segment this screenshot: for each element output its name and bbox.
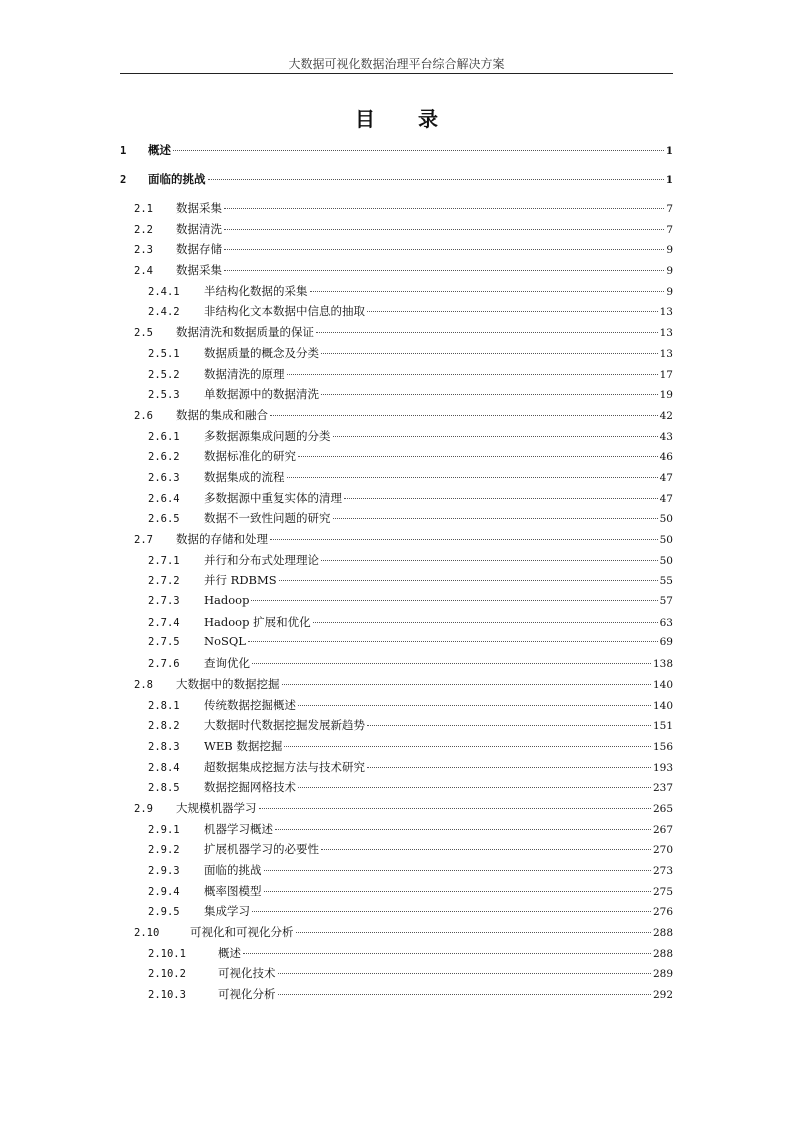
toc-entry[interactable] [120,841,673,862]
toc-dot-leader [298,456,658,457]
toc-entry-number: 2.9.4 [148,885,180,898]
toc-entry[interactable] [120,800,673,821]
toc-entry-title: NoSQL [204,634,246,649]
toc-dot-leader [321,353,658,354]
toc-entry-title: 面临的挑战 [204,863,262,877]
toc-entry[interactable] [120,490,673,511]
toc-entry-page: 265 [652,802,673,815]
toc-entry-title: Hadoop 扩展和优化 [204,614,311,629]
toc-entry-number: 2.1 [134,203,153,215]
toc-dot-leader [275,829,651,830]
toc-entry[interactable] [120,448,673,469]
toc-entry[interactable] [120,986,673,1007]
toc-entry-number: 2.9.1 [148,823,180,836]
toc-entry-number: 2.5.1 [148,347,180,360]
toc-entry-page: 9 [666,244,673,257]
toc-entry[interactable] [120,345,673,366]
toc-entry-page: 1 [665,174,673,186]
toc-entry-number: 2.8.1 [148,699,180,712]
toc-entry[interactable] [120,366,673,387]
toc-dot-leader [279,580,658,581]
toc-entry-number: 2.8.5 [148,782,180,795]
toc-entry-page: 7 [666,223,673,236]
toc-entry-title: 可视化和可视化分析 [190,925,294,940]
toc-entry-number: 2.10 [134,927,160,940]
toc-entry-title: 数据集成的流程 [204,469,285,484]
toc-entry[interactable] [120,759,673,780]
toc-entry-number: 2.9.2 [148,844,180,857]
toc-entry-title: 数据挖掘网格技术 [204,780,296,795]
toc-dot-leader [248,641,658,642]
toc-entry-number: 2.6.4 [148,492,180,505]
toc-entry[interactable] [120,469,673,490]
toc-entry-page: 1 [665,145,673,157]
toc-entry-page: 50 [659,534,673,546]
toc-dot-leader [270,539,658,540]
toc-dot-leader [264,870,651,871]
toc-entry[interactable] [120,965,673,986]
toc-entry-title: 数据清洗 [176,221,222,236]
toc-entry-title: 概率图模型 [204,883,262,898]
toc-entry-page: 292 [652,989,673,1002]
toc-entry-title: 集成学习 [204,904,250,919]
toc-dot-leader [321,849,651,850]
toc-entry-number: 2.8.4 [148,761,180,774]
toc-entry[interactable] [120,738,673,759]
toc-entry-page: 267 [652,823,673,836]
toc-dot-leader [287,477,658,478]
toc-entry-number: 2.7 [134,534,153,546]
toc-entry[interactable] [120,407,673,428]
toc-entry[interactable] [120,903,673,924]
toc-entry[interactable] [120,241,673,262]
toc-dot-leader [264,891,651,892]
toc-entry-title: 数据质量的概念及分类 [204,345,319,360]
toc-entry-title: 大数据中的数据挖掘 [176,676,280,691]
toc-entry-page: 275 [652,885,673,898]
toc-entry-title: 数据标准化的研究 [204,449,296,464]
toc-dot-leader [321,560,658,561]
toc-entry-number: 2.4 [134,265,153,278]
toc-entry-title: 概述 [218,945,241,960]
toc-entry-title: 数据采集 [176,263,222,278]
toc-entry[interactable] [120,428,673,449]
toc-entry-number: 2.6.1 [148,430,180,443]
toc-entry[interactable] [120,717,673,738]
toc-entry[interactable] [120,614,673,635]
toc-entry-page: 63 [659,616,673,629]
toc-dot-leader [224,208,664,209]
toc-entry-number: 2.10.2 [148,968,186,981]
toc-dot-leader [252,663,651,664]
toc-dot-leader [224,270,664,271]
toc-entry-number: 2.3 [134,244,153,257]
toc-dot-leader [243,953,651,954]
toc-entry-page: 47 [659,471,673,484]
toc-entry-number: 2 [120,174,127,186]
toc-entry-page: 140 [652,699,673,712]
toc-entry-page: 50 [659,513,673,526]
toc-entry[interactable] [120,862,673,883]
toc-dot-leader [333,518,658,519]
toc-entry-title: 机器学习概述 [204,821,273,836]
toc-entry-page: 140 [652,678,673,691]
toc-entry-title: 数据的集成和融合 [176,407,268,422]
running-header: 大数据可视化数据治理平台综合解决方案 [288,57,505,71]
toc-entry-number: 2.4.2 [148,306,180,319]
toc-dot-leader [259,808,651,809]
toc-entry-title: 数据存储 [176,242,222,257]
toc-dot-leader [224,249,664,250]
toc-dot-leader [278,973,651,974]
toc-entry-page: 13 [659,347,673,360]
toc-entry-page: 46 [659,451,673,464]
toc-entry-title: 大数据时代数据挖掘发展新趋势 [204,718,365,733]
toc-entry[interactable] [120,386,673,407]
toc-entry[interactable] [120,262,673,283]
toc-entry-page: 273 [652,865,673,877]
toc-entry-page: 69 [659,636,673,649]
toc-entry-title: 扩展机器学习的必要性 [204,842,319,857]
toc-entry[interactable] [120,142,673,171]
toc-entry-title: 数据采集 [176,201,222,215]
toc-entry-page: 7 [666,203,673,215]
toc-entry-number: 2.7.6 [148,658,180,671]
toc-entry-title: 多数据源集成问题的分类 [204,428,331,443]
toc-entry-number: 2.8 [134,678,153,691]
toc-entry-page: 289 [652,968,673,981]
toc-dot-leader [284,746,651,747]
toc-dot-leader [298,787,651,788]
toc-entry[interactable] [120,779,673,800]
toc-entry-page: 13 [659,327,673,340]
toc-entry-number: 2.5.3 [148,389,180,402]
toc-entry-page: 237 [652,782,673,795]
toc-entry-page: 288 [652,927,673,940]
toc-entry-number: 2.6.5 [148,513,180,526]
toc-entry-number: 2.4.1 [148,285,180,298]
toc-entry[interactable] [120,572,673,593]
toc-entry[interactable] [120,924,673,945]
toc-entry-title: 数据不一致性问题的研究 [204,511,331,526]
toc-entry-page: 193 [652,761,673,774]
toc-dot-leader [287,374,658,375]
toc-entry-title: 传统数据挖掘概述 [204,697,296,712]
header-divider [120,73,673,74]
toc-entry-page: 270 [652,844,673,857]
toc-dot-leader [270,415,658,416]
toc-dot-leader [344,498,658,499]
toc-entry-title: 可视化分析 [218,987,276,1002]
toc-entry[interactable] [120,303,673,324]
table-of-contents [120,142,673,1007]
toc-entry-number: 2.7.2 [148,575,180,588]
toc-entry-title: 非结构化文本数据中信息的抽取 [204,304,365,319]
toc-dot-leader [367,767,651,768]
toc-entry-number: 2.10.3 [148,989,186,1002]
toc-entry-title: 超数据集成挖掘方法与技术研究 [204,759,365,774]
toc-entry[interactable] [120,200,673,221]
toc-entry-title: 数据清洗和数据质量的保证 [176,325,314,340]
toc-entry-page: 156 [652,740,673,753]
toc-entry-title: 大规模机器学习 [176,800,257,815]
toc-entry-page: 276 [652,906,673,919]
toc-entry-title: 可视化技术 [218,966,276,981]
toc-entry-number: 2.7.3 [148,595,180,608]
toc-entry[interactable] [120,945,673,966]
toc-entry-page: 42 [659,409,673,422]
toc-entry[interactable] [120,883,673,904]
toc-entry-title: 面临的挑战 [148,172,206,186]
toc-entry-number: 2.10.1 [148,947,186,960]
toc-entry-page: 19 [659,389,673,402]
toc-entry-number: 2.7.4 [148,616,180,629]
toc-entry-page: 151 [652,720,673,733]
toc-dot-leader [224,229,664,230]
toc-entry-number: 2.6.3 [148,471,180,484]
toc-entry-title: 数据的存储和处理 [176,532,268,546]
toc-entry-title: 半结构化数据的采集 [204,283,308,298]
toc-entry-page: 9 [666,285,673,298]
toc-entry[interactable] [120,676,673,697]
toc-dot-leader [367,311,658,312]
toc-dot-leader [208,179,664,180]
toc-entry-number: 2.7.5 [148,636,180,649]
toc-dot-leader [321,394,658,395]
toc-entry-page: 9 [666,265,673,278]
toc-entry[interactable] [120,593,673,614]
toc-entry-title: 查询优化 [204,656,250,671]
toc-dot-leader [313,622,658,623]
toc-dot-leader [333,436,658,437]
toc-entry[interactable] [120,324,673,345]
toc-entry-page: 138 [652,658,673,671]
toc-entry[interactable] [120,510,673,531]
toc-dot-leader [278,994,651,995]
toc-entry[interactable] [120,697,673,718]
toc-title: 目 录 [355,107,456,131]
toc-entry-page: 57 [659,595,673,608]
toc-dot-leader [252,911,651,912]
toc-entry-number: 2.5 [134,327,153,340]
toc-entry[interactable] [120,283,673,304]
toc-entry-number: 2.9.5 [148,906,180,919]
toc-entry[interactable] [120,171,673,200]
toc-dot-leader [251,600,657,601]
toc-dot-leader [367,725,651,726]
toc-entry[interactable] [120,655,673,676]
toc-entry-page: 55 [659,575,673,588]
toc-dot-leader [173,150,664,151]
toc-entry-number: 2.2 [134,223,153,236]
toc-dot-leader [310,291,665,292]
toc-entry-number: 2.9.3 [148,865,180,877]
toc-entry-page: 47 [659,492,673,505]
toc-entry-number: 2.7.1 [148,554,180,567]
toc-entry-title: Hadoop [204,593,250,608]
toc-entry[interactable] [120,531,673,552]
toc-entry-number: 1 [120,145,127,157]
toc-entry-title: WEB 数据挖掘 [204,738,283,753]
toc-entry-page: 43 [659,430,673,443]
toc-entry-number: 2.8.3 [148,740,180,753]
toc-entry-number: 2.6 [134,409,153,422]
toc-dot-leader [316,332,658,333]
toc-entry-title: 并行 RDBMS [204,573,277,588]
toc-dot-leader [298,705,651,706]
toc-entry-number: 2.5.2 [148,368,180,381]
toc-entry-page: 288 [652,947,673,960]
toc-entry[interactable] [120,821,673,842]
toc-dot-leader [296,932,651,933]
toc-entry-page: 13 [659,306,673,319]
toc-entry-page: 50 [659,554,673,567]
toc-entry[interactable] [120,221,673,242]
toc-dot-leader [282,684,651,685]
toc-entry-title: 并行和分布式处理理论 [204,552,319,567]
toc-entry-title: 数据清洗的原理 [204,366,285,381]
toc-entry-number: 2.9 [134,802,153,815]
toc-entry-number: 2.6.2 [148,451,180,464]
toc-entry[interactable] [120,552,673,573]
toc-entry-title: 概述 [148,143,171,157]
toc-entry-page: 17 [659,368,673,381]
toc-entry-title: 多数据源中重复实体的清理 [204,490,342,505]
toc-entry-title: 单数据源中的数据清洗 [204,387,319,402]
toc-entry-number: 2.8.2 [148,720,180,733]
toc-entry[interactable] [120,634,673,655]
